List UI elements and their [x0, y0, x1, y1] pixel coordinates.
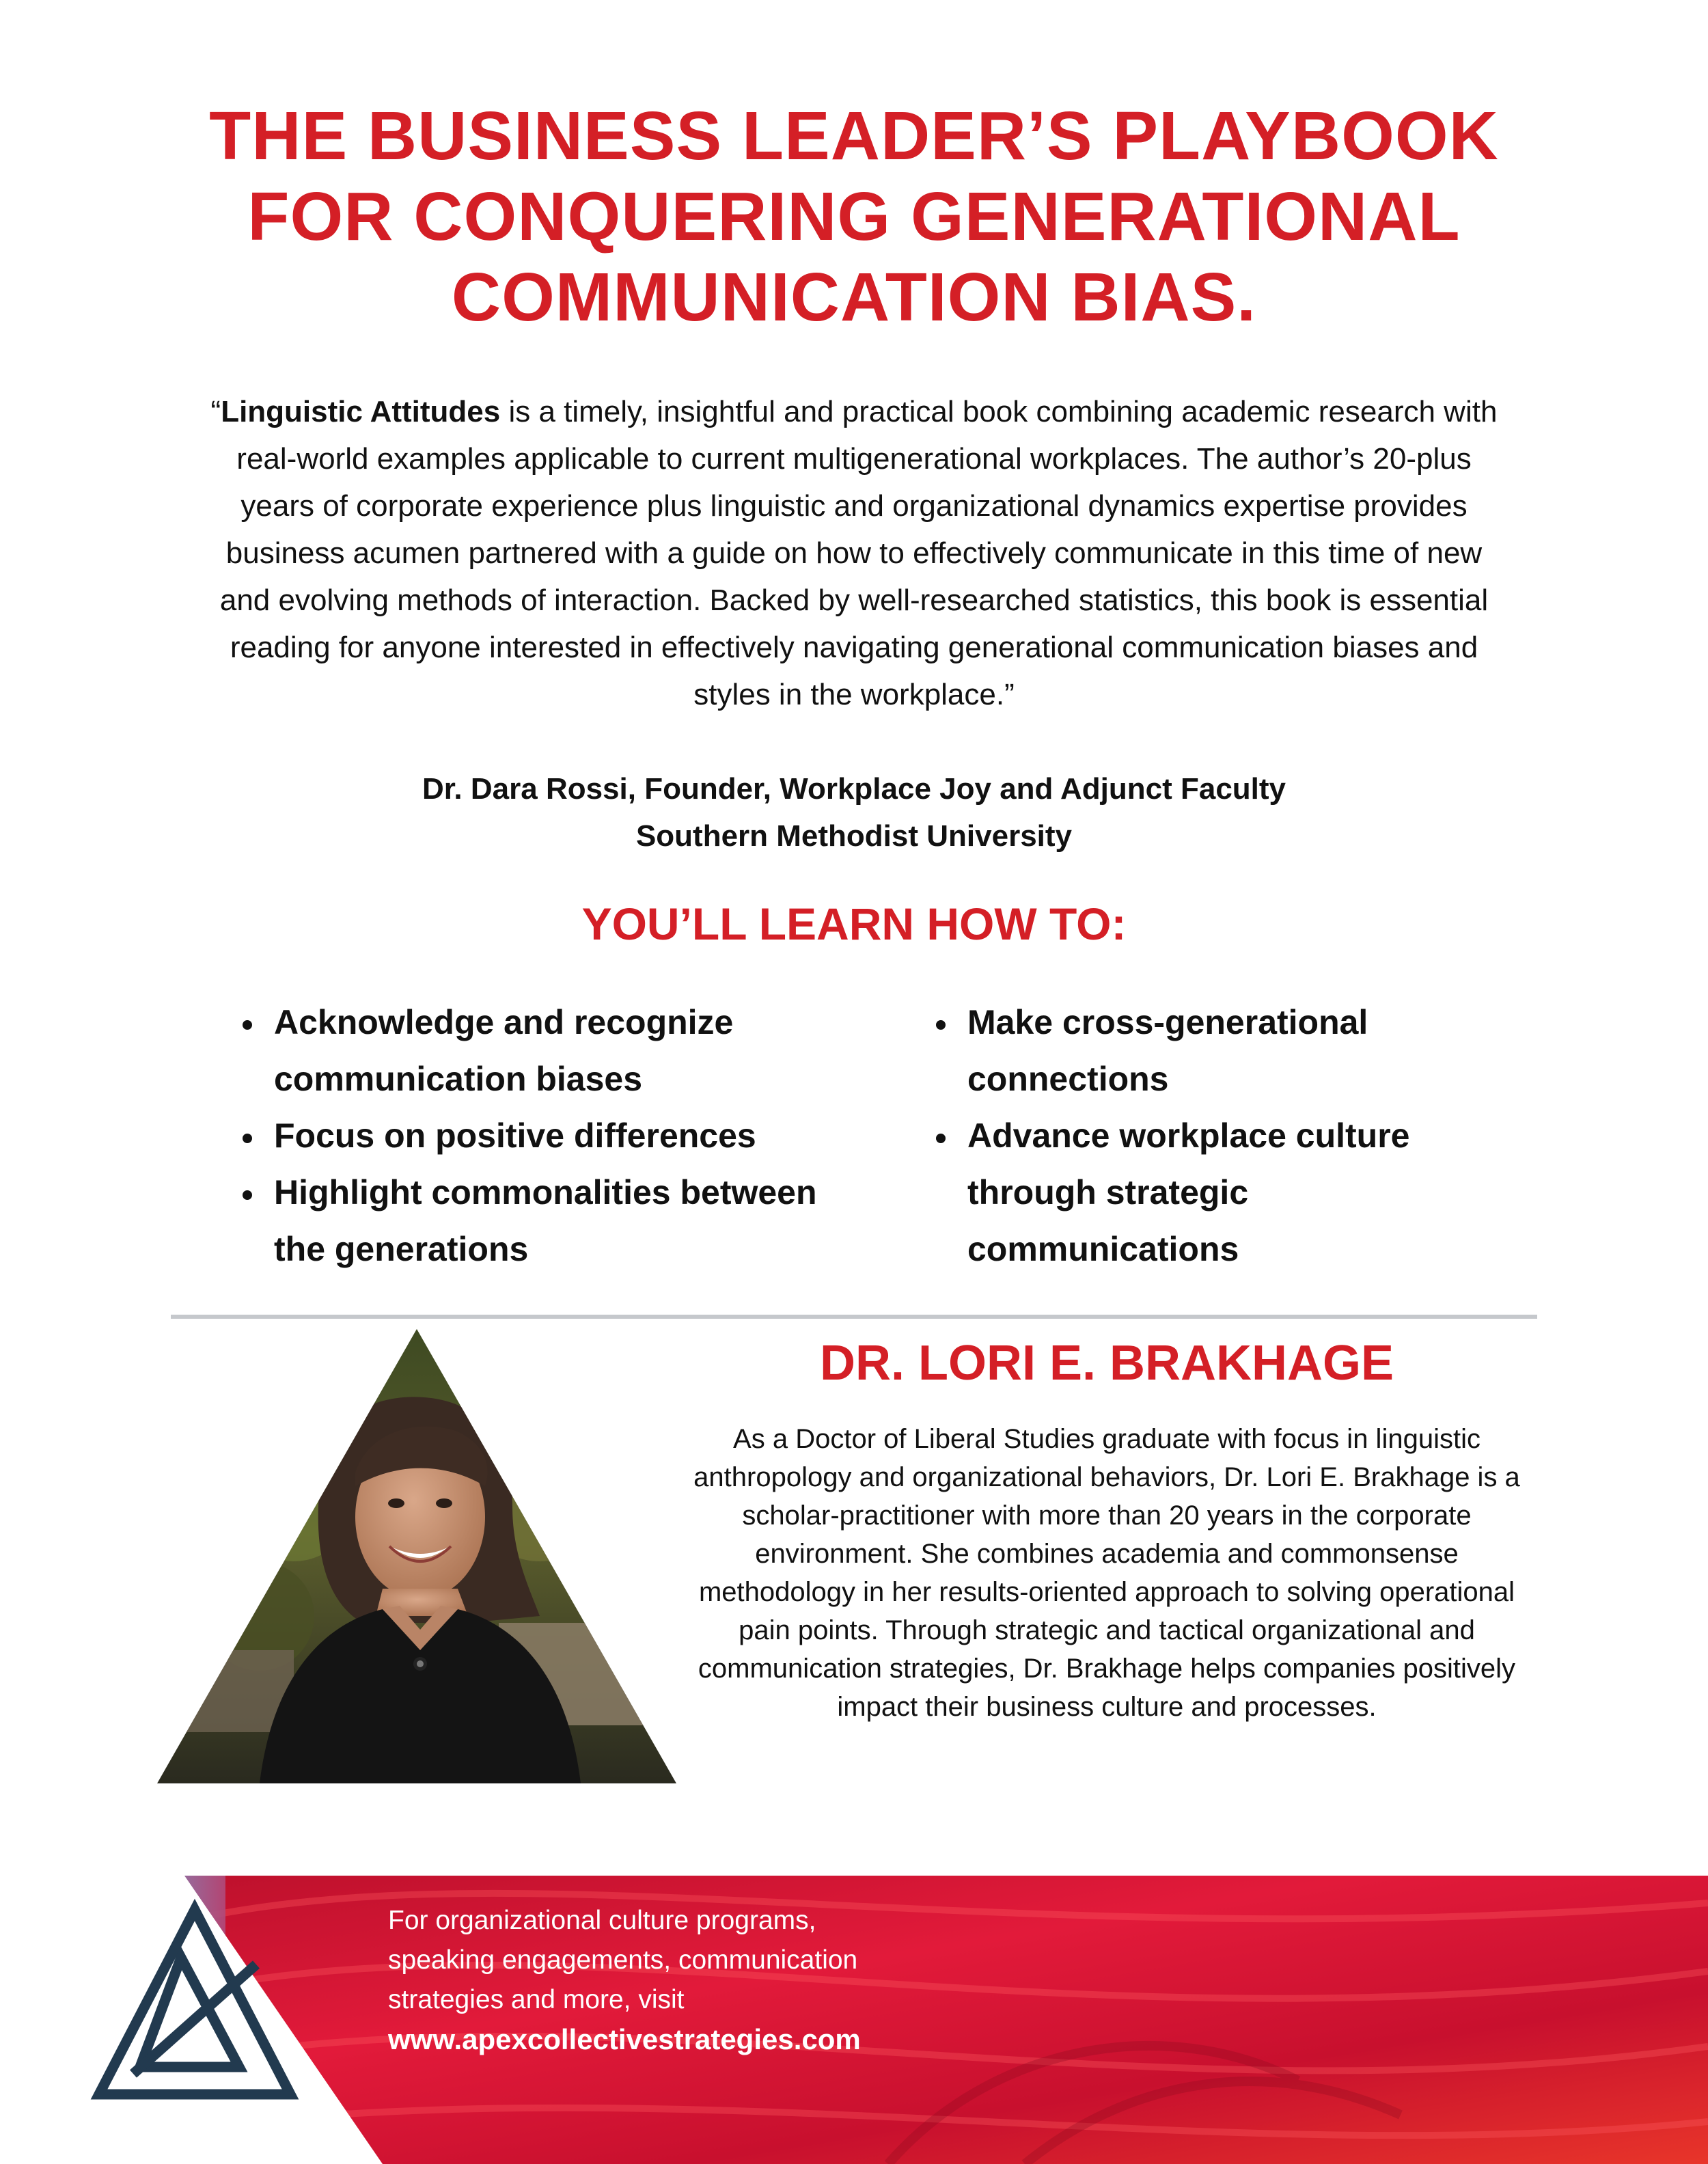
headline-line-1: THE BUSINESS LEADER’S PLAYBOOK [209, 98, 1499, 174]
learn-item [243, 994, 871, 1108]
learn-item-text: Advance workplace culture through strategic communications [967, 1117, 1410, 1268]
testimonial-attribution [205, 765, 1503, 860]
headline-line-2: FOR CONQUERING GENERATIONAL [247, 178, 1461, 255]
learn-item-text: Focus on positive differences [274, 1117, 756, 1155]
learn-item [936, 994, 1469, 1108]
headline-line-3: COMMUNICATION BIAS. [451, 259, 1257, 335]
bullet-dot-icon [243, 1190, 252, 1200]
bullet-dot-icon [936, 1020, 946, 1030]
learn-item [243, 1108, 871, 1164]
footer-pitch-line-2: speaking engagements, communication [388, 1945, 858, 1975]
website-link[interactable]: www.apexcollectivestrategies.com [388, 2023, 861, 2055]
testimonial-body: is a timely, insightful and practical book combining academic research with real-world examples applicable to current multigenerational workplaces. The author’s 20-plus years of corporate experience plus linguistic and organizational dynamics expertise provides business acumen partnered with a guide on how to effectively communicate in this time of new and evolving methods of interaction. Backed by well-researched statistics, this book is essential reading for anyone interested in effectively navigating generational communication biases and styles in the workplace.” [219, 395, 1498, 711]
learn-heading: YOU’LL LEARN HOW TO: [581, 899, 1127, 949]
bullet-dot-icon [243, 1020, 252, 1030]
attribution-line-1: Dr. Dara Rossi, Founder, Workplace Joy and Adjunct Faculty [422, 772, 1286, 806]
open-quote-mark: “ [210, 395, 221, 428]
author-bio: As a Doctor of Liberal Studies graduate with focus in linguistic anthropology and organizational behaviors, Dr. Lori E. Brakhage is a scholar-practitioner with more than 20 years in the corporate environment. She combines academia and commonsense methodology in her results-oriented approach to solving operational pain points. Through strategic and tactical organizational and communication strategies, Dr. Brakhage helps companies positively impact their business culture and processes. [693, 1424, 1520, 1722]
author-photo [157, 1329, 676, 1783]
learn-item [936, 1108, 1469, 1278]
bullet-dot-icon [243, 1134, 252, 1143]
footer-text [388, 1901, 1140, 2059]
learn-item-text: Acknowledge and recognize communication biases [274, 1003, 734, 1098]
attribution-line-2: Southern Methodist University [635, 819, 1073, 853]
bullet-dot-icon [936, 1134, 946, 1143]
footer-pitch-line-1: For organizational culture programs, [388, 1906, 816, 1935]
learn-list-right [936, 994, 1469, 1278]
book-title: Linguistic Attitudes [221, 395, 501, 428]
author-name: DR. LORI E. BRAKHAGE [819, 1336, 1394, 1391]
testimonial-quote [205, 388, 1503, 718]
learn-list-left [243, 994, 871, 1278]
footer-pitch [388, 1901, 1140, 2020]
headline [102, 96, 1606, 338]
learn-item-text: Highlight commonalities between the generations [274, 1173, 817, 1268]
section-divider [171, 1315, 1537, 1319]
footer-pitch-line-3: strategies and more, visit [388, 1985, 685, 2014]
learn-item-text: Make cross-generational connections [967, 1003, 1368, 1098]
learn-item [243, 1164, 871, 1278]
